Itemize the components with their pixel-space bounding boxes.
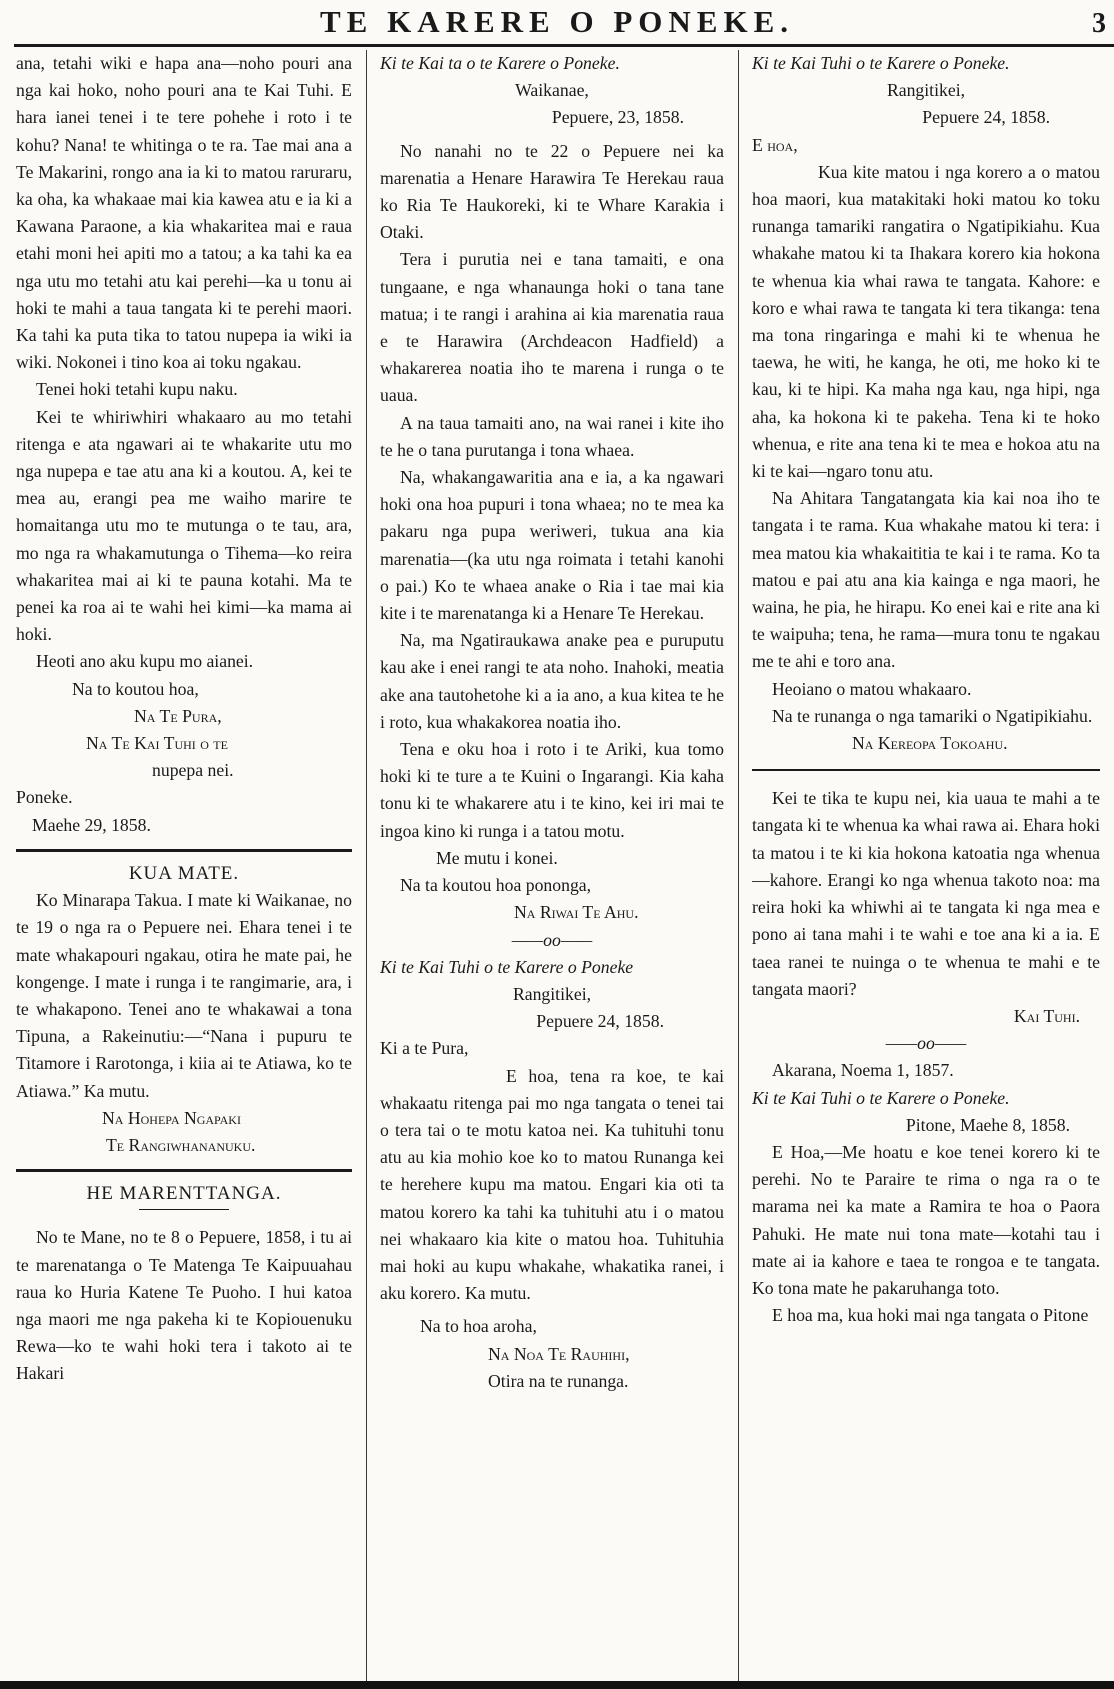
salutation: E hoa, [752,134,798,155]
dateline-date: Pepuere, 23, 1858. [551,107,684,128]
dateline-date: Pepuere 24, 1858. [922,107,1050,128]
dateline-date: Pitone, Maehe 8, 1858. [905,1114,1070,1135]
paragraph: Tena e oku hoa i roto i te Ariki, kua tomo hoki ki te ture a te Kuini o Ingarangi. Kia kaha tonu ki te whakarere atu i te kino, kei iri mai te ingoa kino ki runga i a tatou motu. [380,739,724,841]
letter-continuation: ana, tetahi wiki e hapa ana—noho pouri ana nga kai hoko, noho pouri ana te Kai Tuhi. E hara ianei tenei i te tere pohehe i roto i te kohu? Nana! te whitinga o te ra. Tae mai ana a Te Makarini, rongo ana ia ki to matou raruraru, ka oha, ka whakaae mai kia kawea atu e ia ki a Kawana Paraone, a kia whakaritea mai e raua etahi moni hei apiti mo a tatou; a ka tahi ka ea nga utu mo tetahi atu kai perehi—ka u tonu ai hoki te mahi a taua tangata ki te perehi maori. Ka tahi ka puta tika to tatou nupepa ia wiki ia wiki. Nokonei i tino koa ai toku ngakau. [16,53,352,373]
dateline-place: Rangitikei, [886,80,966,101]
dateline-place: Rangitikei, [512,983,592,1004]
signature-name: Otira na te runanga. [488,1370,629,1391]
salutation: Ki a te Pura, [380,1038,469,1059]
paragraph: Me mutu i konei. [436,847,558,868]
paragraph: Ko Minarapa Takua. I mate ki Waikanae, no te 19 o nga ra o Pepuere nei. Ehara tenei i te mate whakapouri ngakau, otira he mate pai, he kongenge. I mate i runga i te rangimarie, ara, i te whakapono. Tenei ano te whakawai a tona Tipuna, a Rakeinutiu:—“Nana i pupuru te Titamore i Rarotonga, i kiia ai te Atiawa, ko te Atiawa.” Ka mutu. [16,890,352,1101]
paragraph: Kua kite matou i nga korero a o matou hoa maori, kua matakitaki hoki matou ko toku runanga tamariki rangatira o Ngatipikiahu. Kua whakahe matou ki ta Ihakara korero kia hokona te whenua kia whai rawa te tangata. Kahore: e koro e whai rawa te tangata ki tera tikanga: tena ma tona ringaringa e mahi ki te whenua he taewa, he witi, he kanga, he oti, me hoko ki te kau, ki te hipi. Ka maha nga kau, nga hipi, nga aha, ka hokona ki te pakeha. Tena ki te hoko whenua, e rite ana tena ki te mea e hokoa atu na ki te kai—ngaro tonu atu. [752,161,1100,482]
letter-address: Ki te Kai Tuhi o te Karere o Poneke [380,956,634,977]
paragraph: Tera i purutia nei e tana tamaiti, e ona tungaane, e nga whanaunga hoki o tana tane matua; i te rangi i arahina ai kia marenatia raua e te Harawira (Archdeacon Hadfield) a whakarerea noatia iho te marena i runga o te uaua. [380,249,724,406]
page-number: 3 [1092,8,1106,39]
paragraph: Heoiano o matou whakaaro. [772,678,972,699]
column-divider-1 [366,50,367,1689]
masthead [0,0,1114,44]
signature-name: Na Te Pura, [134,705,222,726]
letter-address: Ki te Kai Tuhi o te Karere o Poneke. [752,1087,1010,1108]
paragraph: E hoa, tena ra koe, te kai whakaatu ritenga pai mo nga tangata o tenei tai o tera tai o te motu katoa nei. Ka tuhituhi tonu atu au kia mohio koe ko to matou Runanga kei te herehere kupu ma matou. Engari kia oti ta matou korero ka tahi ka tuhituhi atu i o matou nei whakaaro kia kite o matou hoa. Tuhituhia mai hoki au kupu whakahe, whakatika ranei, i aku korero. Ka mutu. [380,1065,724,1304]
paragraph: Na, ma Ngatiraukawa anake pea e puruputu kau ake i enei rangi te ata noho. Inahoki, meatia ake ana tautohetohe ki a ia ano, a kua kitea te he i roto, kua whakakorea noatia iho. [380,630,724,732]
signature-closing: Na ta koutou hoa pononga, [400,875,592,896]
paragraph: A na taua tamaiti ano, na wai ranei i kite iho te he o tana purutanga i tona whaea. [380,412,724,460]
dateline-place: Poneke. [16,787,73,808]
dateline-place: Akarana, Noema 1, 1857. [772,1060,954,1081]
letter-address: Ki te Kai Tuhi o te Karere o Poneke. [752,53,1010,73]
paragraph: Na Ahitara Tangatangata kia kai noa iho te tangata i te rama. Kua whakahe matou ki tera: i mea matou kia whakaititia te kai i te rama. Ko ta matou e pai atu ana kia kainga e nga maori, he waina, he pia, he hirapu. Ko enei kai e rite ana ki te waipuha; tena, he rama—mura tonu te ngakau me te ahi e toro ana. [752,488,1100,672]
paragraph: Na, whakangawaritia ana e ia, a ka ngawari hoki ona hoa pupuri i tona whaea; no te mea ka pakaru nga pupa weriweri, tukua ana kia marenatia—(ka utu nga roimata i tetahi kanohi o pai.) Ko te whaea anake o Ria i tae mai kia kite i te marenatanga ki a Henare Te Herekau. [380,467,724,624]
paragraph: E Hoa,—Me hoatu e koe tenei korero ki te perehi. No te Paraire te rima o nga ra o te marama nei ka mate a Ramira te hoa o Paora Pahuki. He mate nui tona mate—kotahi tau i mate ai ia kahore e taea te rongoa e te tangata. Ko tona mate he pakaruhanga toto. [752,1141,1100,1298]
signature-name: Na Te Kai Tuhi o te [86,733,228,754]
section-heading-kua-mate: KUA MATE. [128,862,240,884]
signature-name: Na Hohepa Ngapaki [102,1107,241,1128]
signature-closing: Na to koutou hoa, [72,678,199,699]
paragraph: E hoa ma, kua hoki mai nga tangata o Pitone [772,1305,1089,1326]
heading-underline [139,1209,229,1210]
signature-name: Na Kereopa Tokoahu. [852,733,1008,754]
paragraph: No nanahi no te 22 o Pepuere nei ka marenatia a Henare Harawira Te Herekau raua ko Ria Te Haukoreki, ki te Whare Karakia i Otaki. [380,140,724,243]
paragraph: Tenei hoki tetahi kupu naku. [36,379,238,400]
column-2 [380,50,724,1689]
divider: ——oo—— [885,1033,967,1054]
paragraph: Na te runanga o nga tamariki o Ngatipikiahu. [772,705,1093,726]
section-heading-marenatanga: HE MARENTTANGA. [86,1183,282,1205]
divider: ——oo—— [511,929,593,950]
signature-name: Na Noa Te Rauhihi, [488,1343,630,1364]
signature-closing: Na to hoa aroha, [420,1316,537,1337]
paragraph: No te Mane, no te 8 o Pepuere, 1858, i tu ai te marenatanga o Te Matenga Te Kaipuuahau raua ko Huria Katene Te Puoho. I hui katoa nga maori me nga pakeha ki te Kopiouenuku Rewa—ko te wahi hoki tera i takoto ai te Hakari [16,1227,352,1384]
scan-edge-bar [0,1681,1114,1689]
signature-name: nupepa nei. [152,760,234,781]
column-1 [16,50,352,1689]
letter-address: Ki te Kai ta o te Karere o Poneke. [380,53,620,73]
section-rule [752,769,1100,771]
masthead-rule [14,44,1114,47]
newspaper-title: TE KARERE O PONEKE. [320,4,794,39]
paragraph: Kei te whiriwhiri whakaaro au mo tetahi ritenga e ata ngawari ai te whakarite utu mo nga nupepa e tae atu ana ki a koutou. A, kei te mea au, erangi pea me waiho marire te homaitanga utu mo te mutunga o te tau, ara, mo nga ra whakamutunga o Tihema—ko reira whakaritea mai ai ki te pauna kotahi. Ma te penei ka roa ai te wahi hei kimi—ka mama ai hoki. [16,406,352,645]
column-3 [752,50,1100,1689]
signature-name: Te Rangiwhananuku. [106,1134,256,1155]
section-rule [16,849,352,852]
signature-name: Kai Tuhi. [1013,1005,1080,1026]
dateline-date: Pepuere 24, 1858. [536,1011,664,1032]
paragraph: Kei te tika te kupu nei, kia uaua te mahi a te tangata ki te whenua ka whai rawa ai. Ehara hoki ta matou i te ki kia hokona katoatia nga whenua—kahore. Erangi ko nga whenua takoto noa: ma reira hoki ka whiwhi ai te tangata ki nga mea e pono ai tana mahi i te wahi e toe ana ki a ia. E taea ranei te nuinga o te whenua te mahi e te tangata maori? [752,788,1100,999]
dateline-place: Waikanae, [515,80,589,101]
column-divider-2 [738,50,739,1689]
signature-name: Na Riwai Te Ahu. [514,902,639,923]
section-rule [16,1169,352,1172]
dateline-date: Maehe 29, 1858. [32,814,151,835]
paragraph: Heoti ano aku kupu mo aianei. [36,651,254,672]
